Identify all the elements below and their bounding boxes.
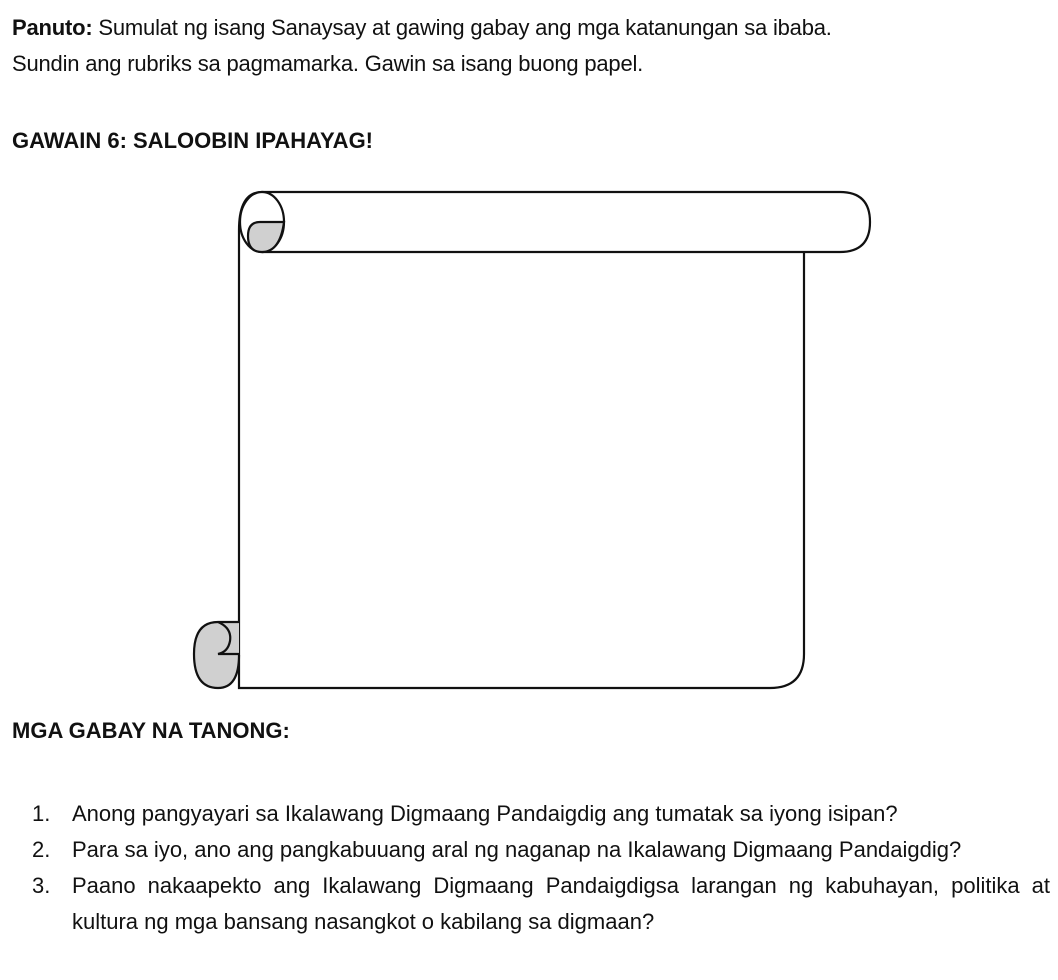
instructions-line-1: Sumulat ng isang Sanaysay at gawing gabay ang mga katanungan sa ibaba. [92, 15, 832, 40]
question-item [32, 796, 1050, 832]
question-text: Paano nakaapekto ang Ikalawang Digmaang Pandaigdigsa larangan ng kabuhayan, politika at kultura ng mga bansang nasangkot o kabilang sa digmaan? [72, 873, 1050, 934]
question-number: 1. [32, 801, 51, 826]
question-item [32, 868, 1050, 940]
instructions-label: Panuto: [12, 15, 93, 40]
instructions-line-2: Sundin ang rubriks sa pagmamarka. Gawin sa isang buong papel. [12, 51, 644, 76]
task-title: GAWAIN 6: SALOOBIN IPAHAYAG! [12, 128, 374, 153]
guide-title: MGA GABAY NA TANONG: [12, 718, 290, 743]
question-item [32, 832, 1050, 868]
question-text: Para sa iyo, ano ang pangkabuuang aral ng naganap na Ikalawang Digmaang Pandaigdig? [72, 837, 962, 862]
question-number: 3. [32, 873, 51, 898]
question-number: 2. [32, 837, 51, 862]
question-list [32, 796, 1050, 940]
question-text: Anong pangyayari sa Ikalawang Digmaang Pandaigdig ang tumatak sa iyong isipan? [72, 801, 898, 826]
